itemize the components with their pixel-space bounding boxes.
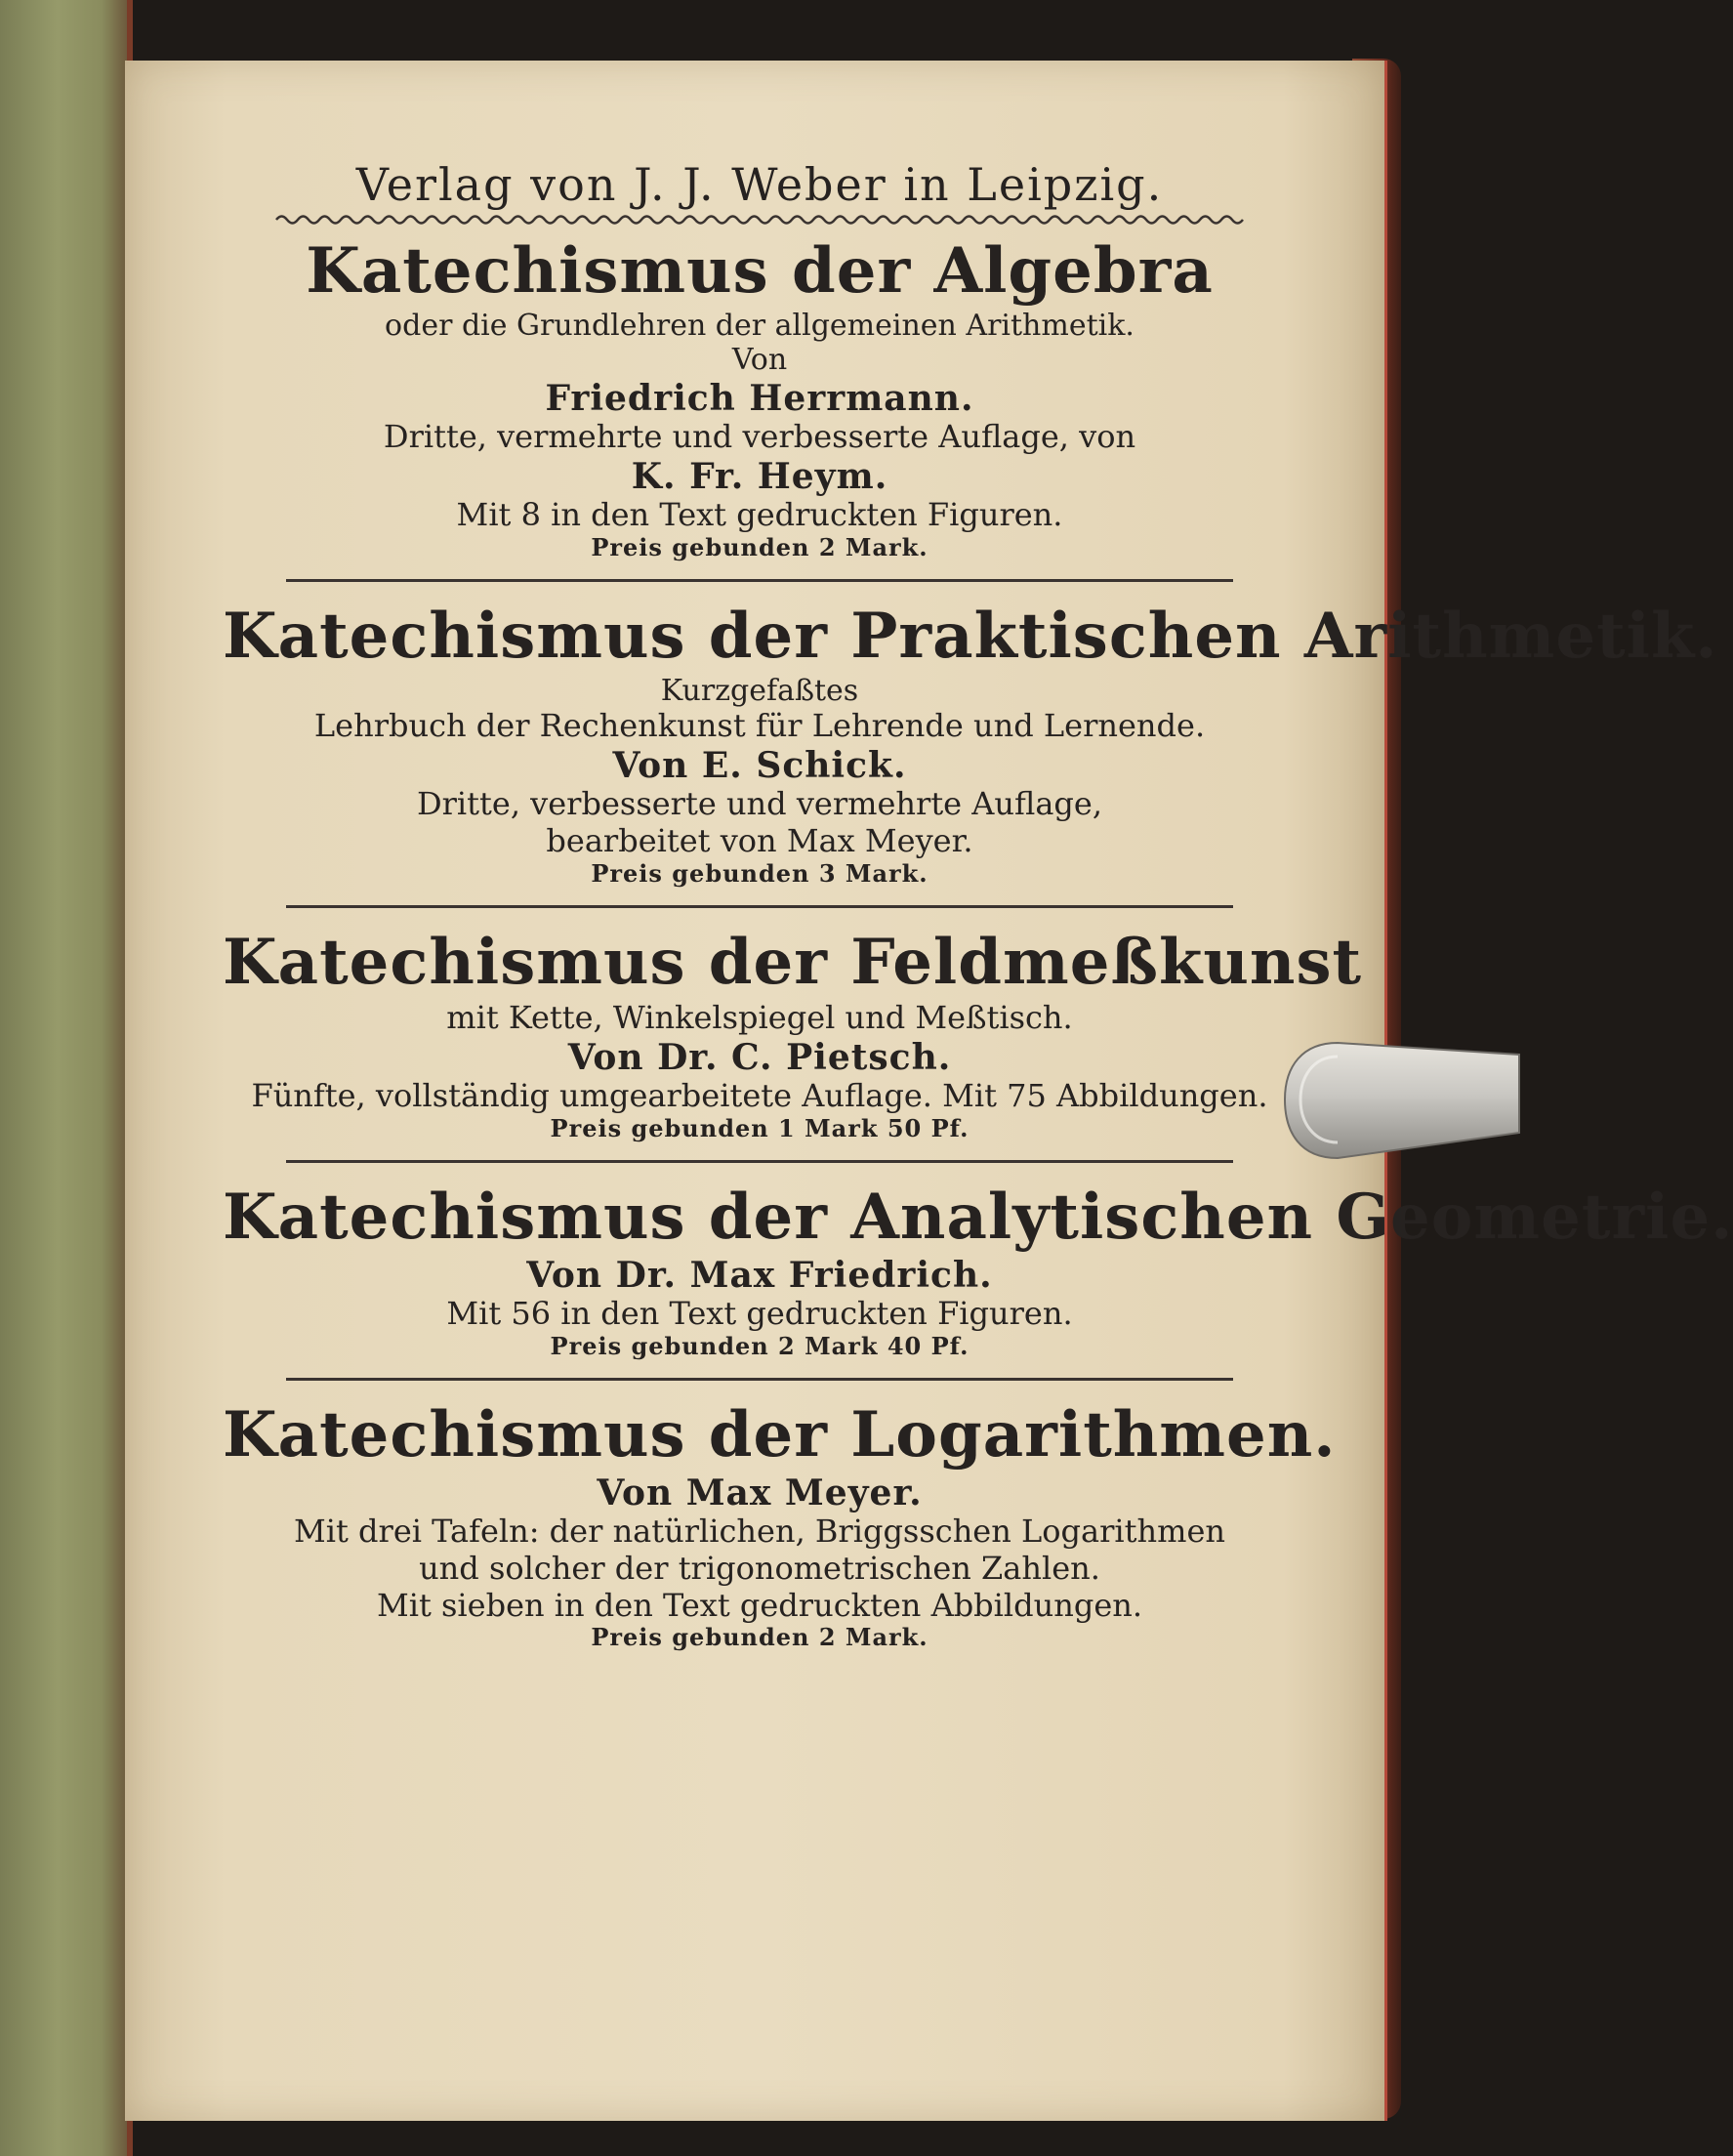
book-title: Katechismus der Algebra xyxy=(306,234,1214,309)
book-entry xyxy=(223,1398,1337,1652)
book-detail-line: Von Dr. C. Pietsch. xyxy=(567,1036,952,1078)
book-detail-line: oder die Grundlehren der allgemeinen Arithmetik. xyxy=(385,308,1135,343)
book-price: Preis gebunden 1 Mark 50 Pf. xyxy=(550,1113,970,1142)
book-price: Preis gebunden 3 Mark. xyxy=(591,858,928,888)
book-list xyxy=(223,234,1733,1652)
publisher-line: Verlag von J. J. Weber in Leipzig. xyxy=(355,158,1164,211)
book-page xyxy=(125,61,1733,2121)
book-detail-line: Von Max Meyer. xyxy=(597,1472,923,1513)
book-price: Preis gebunden 2 Mark. xyxy=(591,533,928,561)
section-divider xyxy=(286,905,1233,908)
book-entry xyxy=(223,1181,1733,1360)
book-detail-line: Von xyxy=(731,343,788,378)
book-detail-line: Mit 8 in den Text gedruckten Figuren. xyxy=(456,496,1063,534)
book-title: Katechismus der Logarithmen. xyxy=(223,1398,1337,1472)
book-entry xyxy=(223,600,1718,888)
book-detail-line: Friedrich Herrmann. xyxy=(545,377,974,419)
book-detail-line: Mit drei Tafeln: der natürlichen, Briggsschen Logarithmen xyxy=(294,1513,1225,1551)
book-price: Preis gebunden 2 Mark 40 Pf. xyxy=(550,1331,970,1360)
book-detail-line: Fünfte, vollständig umgearbeitete Auflage. Mit 75 Abbildungen. xyxy=(251,1076,1268,1114)
section-divider xyxy=(286,1378,1233,1381)
wavy-rule xyxy=(276,211,1243,228)
book-detail-line: Dritte, vermehrte und verbesserte Auflage, von xyxy=(383,418,1136,456)
book-detail-line: K. Fr. Heym. xyxy=(631,455,888,497)
book-detail-line: bearbeitet von Max Meyer. xyxy=(546,822,973,860)
book-detail-line: mit Kette, Winkelspiegel und Meßtisch. xyxy=(446,998,1073,1036)
book-detail-line: Von E. Schick. xyxy=(612,744,907,786)
page-content xyxy=(223,158,1733,1652)
book-title: Katechismus der Feldmeßkunst xyxy=(223,926,1363,1000)
book-title: Katechismus der Analytischen Geometrie. xyxy=(223,1181,1733,1255)
section-divider xyxy=(286,579,1233,582)
book-detail-line: Von Dr. Max Friedrich. xyxy=(526,1254,993,1296)
section-divider xyxy=(286,1160,1233,1163)
book-title: Katechismus der Praktischen Arithmetik. xyxy=(223,600,1718,674)
book-price: Preis gebunden 2 Mark. xyxy=(591,1623,928,1652)
book-detail-line: Mit sieben in den Text gedruckten Abbildungen. xyxy=(376,1586,1143,1624)
book-entry xyxy=(223,926,1363,1142)
book-detail-line: Mit 56 in den Text gedruckten Figuren. xyxy=(446,1295,1073,1333)
book-cover-left xyxy=(0,0,133,2156)
book-detail-line: und solcher der trigonometrischen Zahlen. xyxy=(419,1549,1100,1587)
book-detail-line: Kurzgefaßtes xyxy=(660,673,859,708)
book-detail-line: Lehrbuch der Rechenkunst für Lehrende und Lernende. xyxy=(313,707,1206,745)
book-detail-line: Dritte, verbesserte und vermehrte Auflage, xyxy=(416,785,1103,823)
book-entry xyxy=(223,234,1297,561)
